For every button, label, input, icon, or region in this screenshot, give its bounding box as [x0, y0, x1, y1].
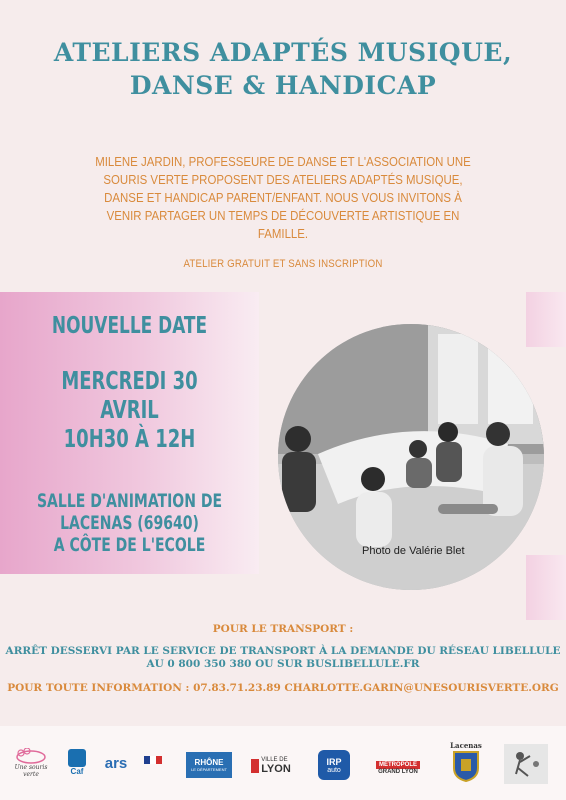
contact-info: POUR TOUTE INFORMATION : 07.83.71.23.89 CHARLOTTE.GARIN@UNESOURISVERTE.ORG — [7, 682, 559, 694]
grand-lyon-text: GRAND LYON — [378, 769, 418, 775]
free-notice: ATELIER GRATUIT ET SANS INSCRIPTION — [183, 258, 383, 270]
caf-emblem-icon — [68, 749, 86, 767]
venue-block — [23, 490, 235, 556]
ville-de-text: VILLE DE — [261, 757, 288, 763]
decor-strip-top — [526, 292, 566, 347]
date-line-2: AVRIL — [100, 395, 159, 424]
transport-line-1: ARRÊT DESSERVI PAR LE SERVICE DE TRANSPORT À LA DEMANDE DU RÉSEAU LIBELLULE — [5, 645, 561, 657]
lyon-text: LYON — [261, 763, 291, 775]
date-time-block — [26, 366, 233, 453]
photo-caption: Photo de Valérie Blet — [362, 545, 465, 557]
transport-details — [0, 645, 566, 671]
caf-logo — [62, 744, 92, 780]
lacenas-text: Lacenas — [450, 740, 482, 750]
metropole-text: MÉTROPOLE — [376, 761, 420, 769]
decor-strip-bottom — [526, 555, 566, 620]
mouse-icon — [13, 748, 49, 764]
dancer-icon — [506, 746, 546, 782]
lyon-crest-icon — [251, 759, 259, 773]
crest-icon — [452, 750, 480, 782]
ars-logo — [98, 752, 134, 774]
venue-line-3: A CÔTE DE L'ECOLE — [53, 534, 206, 556]
metropole-lyon-logo — [366, 756, 430, 780]
lacenas-logo — [446, 736, 486, 786]
intro-paragraph: MILENE JARDIN, PROFESSEURE DE DANSE ET L'ASSOCIATION UNE SOURIS VERTE PROPOSENT DES ATELIERS ADAPTÉS MUSIQUE, DANSE ET HANDICAP PARENT/ENFANT. NOUS VOUS INVITONS À VENIR PARTAGER UN TEMPS DE DÉCOUVERTE ARTISTIQUE EN FAMILLE. — [95, 154, 471, 241]
new-date-heading: NOUVELLE DATE — [51, 313, 208, 339]
souris-verte-logo — [6, 748, 56, 778]
venue-line-1: SALLE D'ANIMATION DE — [36, 490, 223, 512]
ars-text: ars — [104, 754, 128, 772]
title-line-2: DANSE & HANDICAP — [129, 71, 437, 100]
title-line-1: ATELIERS ADAPTÉS MUSIQUE, — [53, 38, 513, 67]
irp-text: IRP — [326, 756, 342, 767]
transport-line-2: AU 0 800 350 380 OU SUR BUSLIBELLULE.FR — [146, 658, 420, 670]
transport-heading: POUR LE TRANSPORT : — [212, 623, 354, 635]
irp-sub-text: auto — [327, 766, 341, 774]
rhone-logo — [186, 752, 232, 778]
caf-text: Caf — [70, 766, 84, 776]
rhone-sub-text: LE DÉPARTEMENT — [191, 767, 227, 772]
poster-title — [0, 36, 566, 102]
rhone-text: RHÔNE — [194, 758, 224, 767]
souris-verte-text: Une souris verte — [14, 764, 48, 778]
ville-lyon-logo — [244, 754, 298, 778]
venue-line-2: LACENAS (69640) — [60, 512, 199, 534]
irp-auto-logo — [318, 750, 350, 780]
partner-logos — [0, 726, 566, 800]
date-line-1: MERCREDI 30 — [61, 366, 198, 395]
republique-logo — [140, 744, 166, 776]
dance-photo-logo — [504, 744, 548, 784]
time-line: 10H30 À 12H — [63, 424, 196, 453]
flag-icon — [144, 756, 162, 764]
